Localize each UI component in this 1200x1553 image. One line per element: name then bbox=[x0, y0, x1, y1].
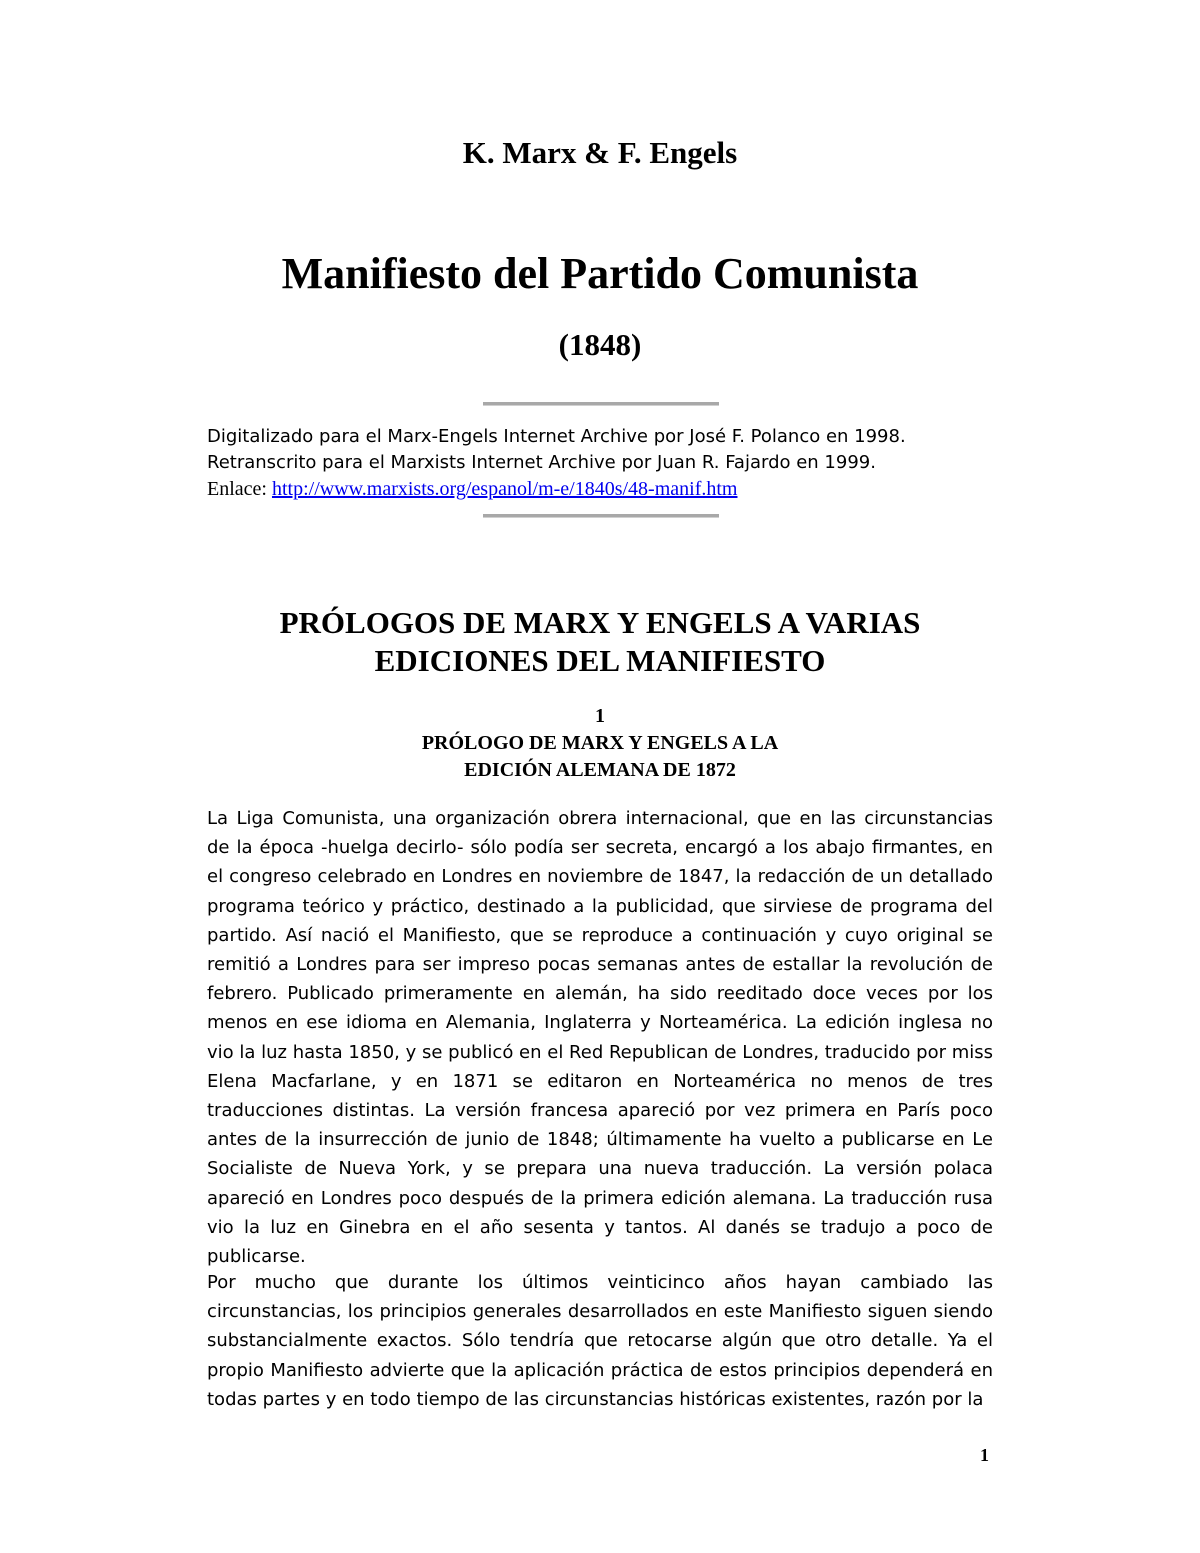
document-year: (1848) bbox=[558, 327, 642, 362]
credits-line-digitized: Digitalizado para el Marx-Engels Internet Archive por José F. Polanco en 1998. bbox=[207, 426, 906, 447]
section-heading bbox=[0, 604, 1200, 680]
section-heading-line-2: EDICIONES DEL MANIFIESTO bbox=[374, 643, 826, 678]
body-paragraph-1: La Liga Comunista, una organización obrera internacional, que en las circunstancias de la época -huelga decirlo- sólo podía ser secreta, encargó a los abajo firmantes, en el congreso celebrado en Londres en noviembre de 1847, la redacción de un detallado programa teórico y práctico, destinado a la publicidad, que sirviese de programa del partido. Así nació el Manifiesto, que se reproduce a continuación y cuyo original se remitió a Londres para ser impreso pocas semanas antes de estallar la revolución de febrero. Publicado primeramente en alemán, ha sido reeditado doce veces por los menos en ese idioma en Alemania, Inglaterra y Norteamérica. La edición inglesa no vio la luz hasta 1850, y se publicó en el Red Republican de Londres, traducido por miss Elena Macfarlane, y en 1871 se editaron en Norteamérica no menos de tres traducciones distintas. La versión francesa apareció por vez primera en París poco antes de la insurrección de junio de 1848; últimamente ha vuelto a publicarse en Le Socialiste de Nueva York, y se prepara una nueva traducción. La versión polaca apareció en Londres poco después de la primera edición alemana. La traducción rusa vio la luz en Ginebra en el año sesenta y tantos. Al danés se tradujo a poco de publicarse. bbox=[207, 808, 993, 1268]
credits-link-line bbox=[207, 476, 1007, 503]
archive-link[interactable]: http://www.marxists.org/espanol/m-e/1840s/48-manif.htm bbox=[271, 478, 738, 500]
top-divider bbox=[483, 402, 719, 406]
document-title: Manifiesto del Partido Comunista bbox=[281, 249, 919, 298]
body-paragraph-2: Por mucho que durante los últimos veinticinco años hayan cambiado las circunstancias, los principios generales desarrollados en este Manifiesto siguen siendo substancialmente exactos. Sólo tendría que retocarse algún que otro detalle. Ya el propio Manifiesto advierte que la aplicación práctica de estos principios dependerá en todas partes y en todo tiempo de las circunstancias históricas existentes, razón por la bbox=[207, 1272, 993, 1410]
credits-block bbox=[207, 424, 1007, 503]
chapter-heading bbox=[0, 703, 1200, 784]
chapter-heading-line-1: PRÓLOGO DE MARX Y ENGELS A LA bbox=[421, 732, 779, 754]
section-heading-line-1: PRÓLOGOS DE MARX Y ENGELS A VARIAS bbox=[279, 605, 921, 640]
link-label: Enlace: bbox=[207, 478, 272, 500]
authors-heading: K. Marx & F. Engels bbox=[462, 135, 738, 170]
page-number: 1 bbox=[980, 1445, 989, 1465]
bottom-divider bbox=[483, 514, 719, 518]
credits-line-retranscribed: Retranscrito para el Marxists Internet Archive por Juan R. Fajardo en 1999. bbox=[207, 452, 876, 473]
chapter-heading-line-2: EDICIÓN ALEMANA DE 1872 bbox=[464, 759, 736, 781]
chapter-number: 1 bbox=[595, 705, 605, 727]
